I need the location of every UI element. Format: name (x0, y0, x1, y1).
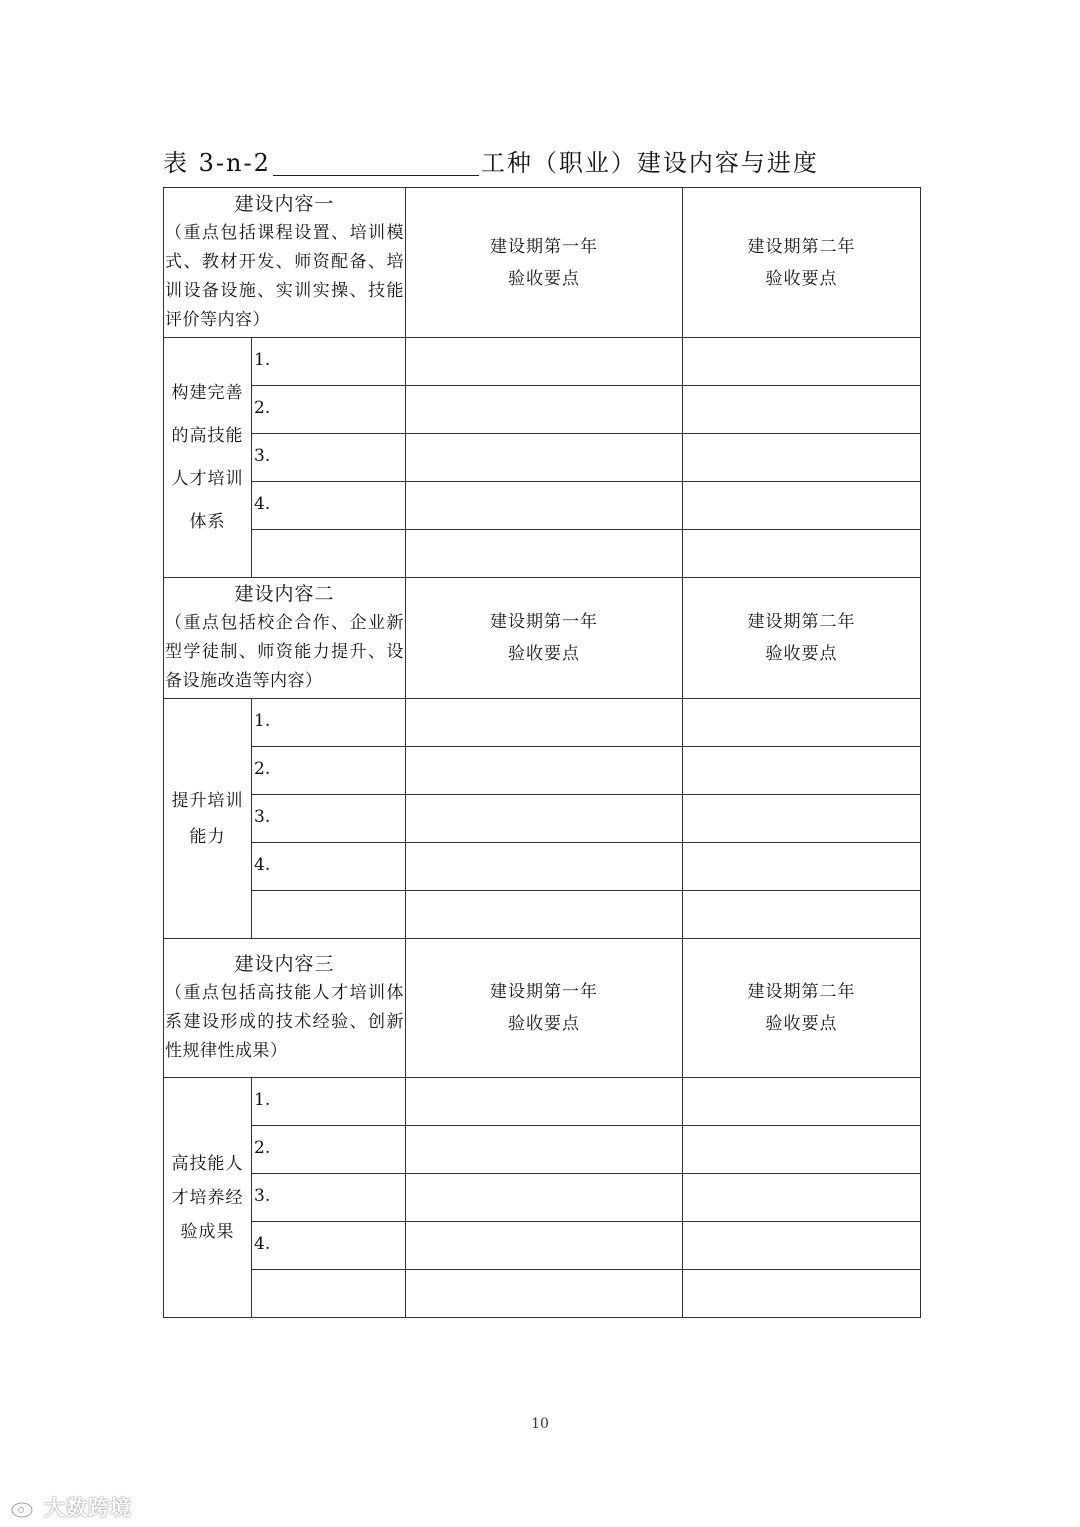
watermark-text: 大数跨境 (44, 1496, 132, 1520)
year1-cell[interactable] (406, 338, 683, 386)
item-number: 1. (252, 699, 406, 747)
table-row (164, 386, 921, 434)
section-title: 建设内容二 (234, 583, 335, 605)
year2-cell[interactable] (683, 795, 921, 843)
page-number: 10 (531, 1416, 549, 1432)
section-description (164, 188, 406, 338)
section-note: （重点包括校企合作、企业新型学徒制、师资能力提升、设备设施改造等内容） (165, 613, 404, 691)
table-row (164, 1078, 921, 1126)
item-number (252, 530, 406, 578)
category-cell: 构建完善的高技能人才培训体系 (164, 338, 252, 578)
year1-cell[interactable] (406, 1270, 683, 1318)
table-row (164, 843, 921, 891)
year2-cell[interactable] (683, 1270, 921, 1318)
item-number (252, 891, 406, 939)
year2-cell[interactable] (683, 891, 921, 939)
table-row (164, 1174, 921, 1222)
year1-cell[interactable] (406, 891, 683, 939)
table-row (164, 795, 921, 843)
year2-header: 建设期第二年 验收要点 (683, 939, 921, 1078)
table-title-blank (273, 149, 479, 176)
table-row (164, 1126, 921, 1174)
table-row (164, 1222, 921, 1270)
year1-cell[interactable] (406, 1078, 683, 1126)
item-number: 4. (252, 843, 406, 891)
section-header-row (164, 578, 921, 699)
table-row (164, 699, 921, 747)
section-header-row (164, 939, 921, 1078)
item-number: 2. (252, 386, 406, 434)
year1-cell[interactable] (406, 1126, 683, 1174)
year1-cell[interactable] (406, 795, 683, 843)
section-note: （重点包括课程设置、培训模式、教材开发、师资配备、培训设备设施、实训实操、技能评价等内容） (165, 223, 404, 330)
year2-cell[interactable] (683, 386, 921, 434)
item-number (252, 1270, 406, 1318)
table-row (164, 1270, 921, 1318)
table-title-suffix: 工种（职业）建设内容与进度 (480, 149, 819, 177)
year1-header: 建设期第一年 验收要点 (406, 939, 683, 1078)
item-number: 3. (252, 795, 406, 843)
item-number: 2. (252, 1126, 406, 1174)
year2-cell[interactable] (683, 699, 921, 747)
section-title: 建设内容三 (234, 953, 335, 975)
year1-cell[interactable] (406, 434, 683, 482)
year2-cell[interactable] (683, 1222, 921, 1270)
table-title-prefix: 表 3-n-2 (163, 149, 271, 177)
item-number: 1. (252, 1078, 406, 1126)
year2-cell[interactable] (683, 482, 921, 530)
table-row (164, 338, 921, 386)
section-header-row (164, 188, 921, 338)
item-number: 3. (252, 1174, 406, 1222)
year1-cell[interactable] (406, 1174, 683, 1222)
watermark (10, 1492, 132, 1522)
year2-cell[interactable] (683, 747, 921, 795)
section-description (164, 578, 406, 699)
year1-cell[interactable] (406, 386, 683, 434)
year2-cell[interactable] (683, 843, 921, 891)
year1-cell[interactable] (406, 699, 683, 747)
construction-table (163, 187, 921, 1318)
section-title: 建设内容一 (234, 193, 335, 215)
weibo-logo-icon (10, 1495, 40, 1519)
item-number: 2. (252, 747, 406, 795)
item-number: 4. (252, 482, 406, 530)
table-title (163, 140, 923, 180)
item-number: 3. (252, 434, 406, 482)
year2-cell[interactable] (683, 1126, 921, 1174)
section-description (164, 939, 406, 1078)
year2-cell[interactable] (683, 338, 921, 386)
year2-cell[interactable] (683, 434, 921, 482)
category-cell: 高技能人才培养经验成果 (164, 1078, 252, 1318)
table-row (164, 482, 921, 530)
table-row (164, 747, 921, 795)
table-row (164, 530, 921, 578)
category-cell: 提升培训能力 (164, 699, 252, 939)
year1-cell[interactable] (406, 482, 683, 530)
table-row (164, 891, 921, 939)
section-note: （重点包括高技能人才培训体系建设形成的技术经验、创新性规律性成果） (165, 983, 404, 1061)
year2-header: 建设期第二年 验收要点 (683, 578, 921, 699)
table-row (164, 434, 921, 482)
year1-cell[interactable] (406, 843, 683, 891)
year2-cell[interactable] (683, 1078, 921, 1126)
year2-cell[interactable] (683, 1174, 921, 1222)
year1-cell[interactable] (406, 530, 683, 578)
year1-cell[interactable] (406, 1222, 683, 1270)
year1-cell[interactable] (406, 747, 683, 795)
item-number: 4. (252, 1222, 406, 1270)
year2-header: 建设期第二年 验收要点 (683, 188, 921, 338)
year2-cell[interactable] (683, 530, 921, 578)
year1-header: 建设期第一年 验收要点 (406, 188, 683, 338)
year1-header: 建设期第一年 验收要点 (406, 578, 683, 699)
item-number: 1. (252, 338, 406, 386)
